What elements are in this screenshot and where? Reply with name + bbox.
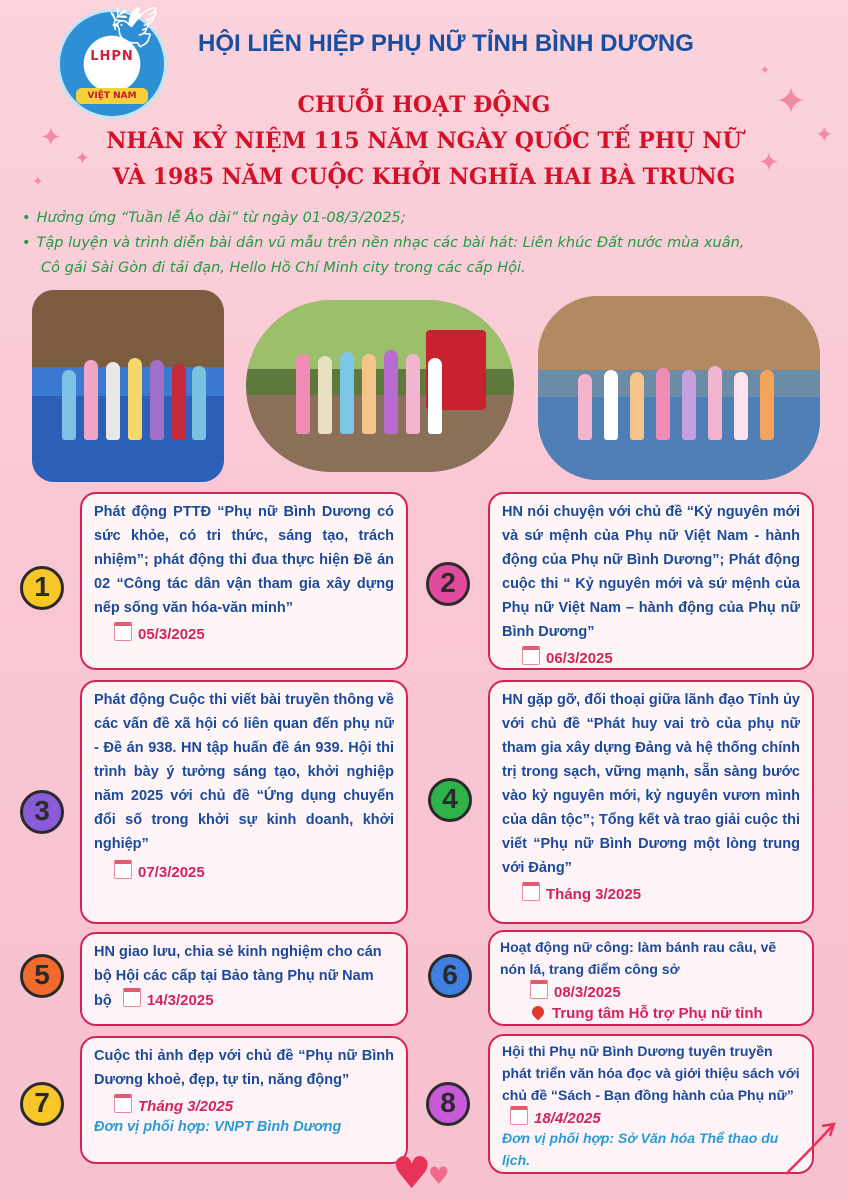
activity-date: Tháng 3/2025 [546, 886, 642, 903]
activity-number-4: 4 [428, 778, 472, 822]
location-pin-icon [530, 1004, 547, 1021]
headline-line-3: VÀ 1985 NĂM CUỘC KHỞI NGHĨA HAI BÀ TRƯNG [112, 164, 736, 190]
activity-number-6: 6 [428, 954, 472, 998]
activity-card-2 [488, 492, 814, 670]
activity-text: Cuộc thi ảnh đẹp với chủ đề “Phụ nữ Bình Dương khoẻ, đẹp, tự tin, năng động” [94, 1048, 394, 1088]
sparkle-icon: ✦ [40, 123, 62, 153]
calendar-icon [522, 646, 540, 665]
sparkle-icon: ✦ [775, 79, 807, 123]
activity-number-1: 1 [20, 566, 64, 610]
activity-text: HN giao lưu, chia sẻ kinh nghiệm cho cán bộ Hội các cấp tại Bảo tàng Phụ nữ Nam bộ [94, 944, 382, 1009]
activity-card-1 [80, 492, 408, 670]
activity-location: Trung tâm Hỗ trợ Phụ nữ tỉnh [552, 1005, 763, 1022]
activity-card-6 [488, 930, 814, 1026]
activity-text: Phát động PTTĐ “Phụ nữ Bình Dương có sức khỏe, có tri thức, sáng tạo, trách nhiệm”; phát động thi đua thực hiện Đề án 02 “Công tác dân vận tham gia xây dựng nếp sống văn hóa-văn minh” [94, 504, 394, 616]
activity-date: Tháng 3/2025 [138, 1098, 234, 1115]
activity-text: Phát động Cuộc thi viết bài truyền thông về các vấn đề xã hội có liên quan đến phụ nữ - Đề án 938. HN tập huấn đề án 939. Hội thi trình bày ý tưởng sáng tạo, khởi nghiệp năm 2025 với chủ đề “Ứng dụng chuyển đổi số trong khởi sự kinh doanh, khởi nghiệp” [94, 692, 394, 852]
activity-card-8 [488, 1034, 814, 1174]
arrow-icon [782, 1118, 838, 1178]
activity-number-8: 8 [426, 1082, 470, 1126]
activity-card-4 [488, 680, 814, 924]
heart-icon: ♥ [428, 1162, 450, 1190]
event-photo [246, 300, 514, 472]
activity-card-3 [80, 680, 408, 924]
activity-date: 06/3/2025 [546, 650, 613, 667]
calendar-icon [510, 1106, 528, 1125]
bullet-item: • Hưởng ứng “Tuần lễ Áo dài” từ ngày 01-08/3/2025; [22, 210, 406, 226]
headline-line-1: CHUỖI HOẠT ĐỘNG [297, 92, 551, 118]
activity-date: 18/4/2025 [534, 1110, 601, 1127]
dove-icon: 🕊 [108, 5, 159, 51]
sparkle-icon: ✦ [75, 148, 91, 169]
calendar-icon [114, 622, 132, 641]
bullet-item: • Tập luyện và trình diễn bài dân vũ mẫu trên nền nhạc các bài hát: Liên khúc Đất nước mùa xuân, [22, 235, 745, 251]
sparkle-icon: ✦ [32, 174, 44, 190]
logo-banner: VIỆT NAM [76, 88, 148, 104]
sparkle-icon: ✦ [815, 123, 834, 148]
partner-text: Đơn vị phối hợp: VNPT Bình Dương [94, 1119, 342, 1135]
calendar-icon [522, 882, 540, 901]
activity-date: 14/3/2025 [146, 992, 214, 1009]
activity-number-2: 2 [426, 562, 470, 606]
activity-number-7: 7 [20, 1082, 64, 1126]
activity-text: Hoạt động nữ công: làm bánh rau câu, vẽ nón lá, trang điểm công sở [500, 939, 777, 977]
logo-text: LHPN [90, 49, 134, 64]
activity-card-5 [80, 932, 408, 1026]
org-title: HỘI LIÊN HIỆP PHỤ NỮ TỈNH BÌNH DƯƠNG [198, 30, 694, 57]
activity-date: 05/3/2025 [138, 626, 205, 643]
activity-number-5: 5 [20, 954, 64, 998]
sparkle-icon: ✦ [758, 148, 780, 178]
event-photo [538, 296, 820, 480]
activity-date: 08/3/2025 [554, 984, 621, 1001]
calendar-icon [123, 988, 141, 1007]
bullet-item-continued: Cô gái Sài Gòn đi tải đạn, Hello Hồ Chí Minh city trong các cấp Hội. [41, 260, 526, 276]
event-photo [32, 290, 224, 482]
activity-number-3: 3 [20, 790, 64, 834]
headline-line-2: NHÂN KỶ NIỆM 115 NĂM NGÀY QUỐC TẾ PHỤ NỮ [106, 128, 742, 154]
heart-icon: ♥ [392, 1148, 432, 1199]
calendar-icon [114, 1094, 132, 1113]
activity-card-7 [80, 1036, 408, 1164]
activity-text: HN nói chuyện với chủ đề “Kỷ nguyên mới và sứ mệnh của Phụ nữ Việt Nam - hành động của Phụ nữ Bình Dương”; Phát động cuộc thi “ Kỷ nguyên mới và sứ mệnh của Phụ nữ Việt Nam – hành động của Phụ nữ Bình Dương” [502, 504, 800, 640]
calendar-icon [114, 860, 132, 879]
partner-text: Đơn vị phối hợp: Sở Văn hóa Thể thao du lịch. [502, 1130, 779, 1168]
activity-text: HN gặp gỡ, đối thoại giữa lãnh đạo Tỉnh ủy với chủ đề “Phát huy vai trò của phụ nữ tham gia xây dựng Đảng và hệ thống chính trị trong sạch, vững mạnh, sẵn sàng bước vào kỷ nguyên mới, kỷ nguyên vươn mình của dân tộc”; Tổng kết và trao giải cuộc thi viết “Phụ nữ Bình Dương một lòng trung với Đảng” [502, 692, 800, 876]
calendar-icon [530, 980, 548, 999]
activity-text: Hội thi Phụ nữ Bình Dương tuyên truyền phát triển văn hóa đọc và giới thiệu sách với chủ đề “Sách - Bạn đồng hành của Phụ nữ” [502, 1043, 800, 1103]
activity-date: 07/3/2025 [138, 864, 205, 881]
sparkle-icon: ✦ [760, 63, 771, 77]
